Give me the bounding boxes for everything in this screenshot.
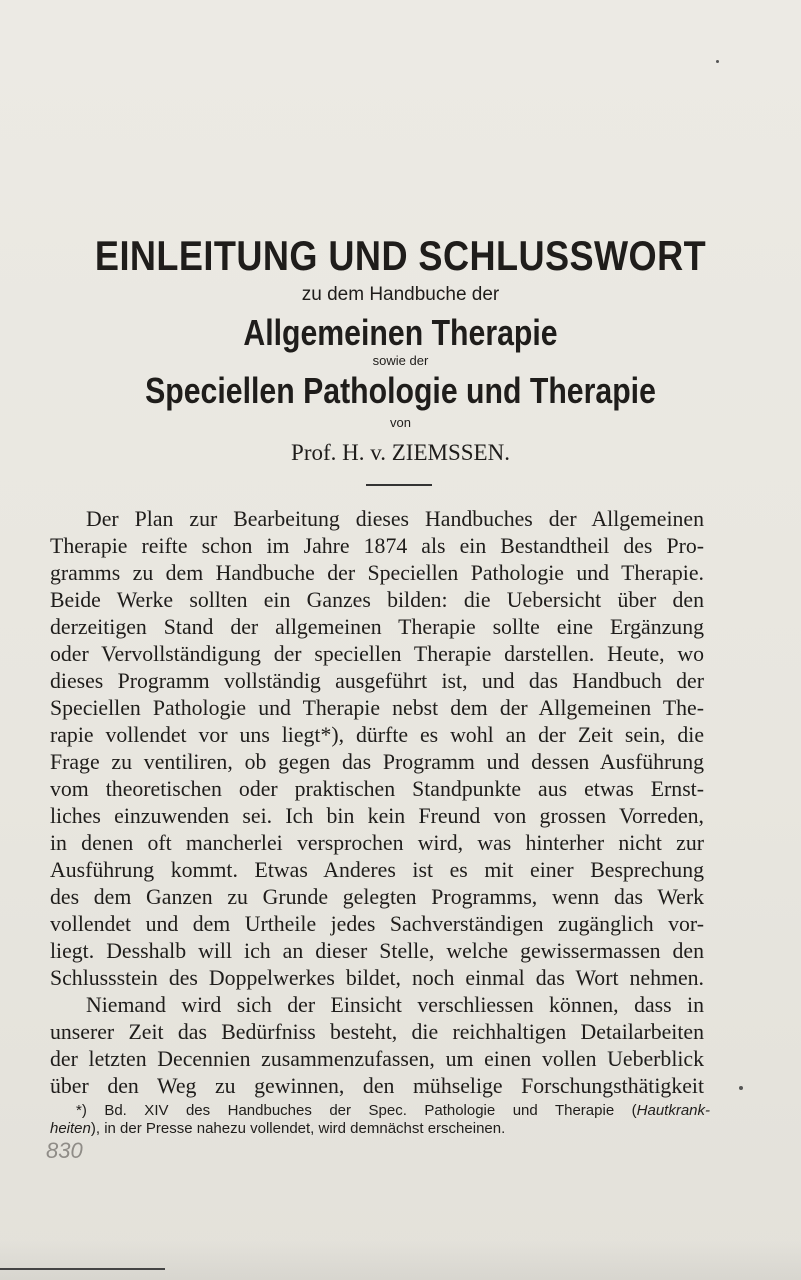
paper-speck (739, 1086, 743, 1090)
body-line: Schlussstein des Doppelwerkes bildet, noch einmal das Wort nehmen. (50, 966, 704, 990)
body-line: Therapie reifte schon im Jahre 1874 als ein Bestandtheil des Pro- (50, 534, 704, 558)
body-line: gramms zu dem Handbuche der Speciellen Pathologie und Therapie. (50, 561, 704, 585)
body-line: liches einzuwenden sei. Ich bin kein Freund von grossen Vorreden, (50, 804, 704, 828)
body-line: vollendet und dem Urtheile jedes Sachverständigen zugänglich vor- (50, 912, 704, 936)
body-line: Niemand wird sich der Einsicht verschliessen können, dass in (86, 993, 704, 1017)
body-line: derzeitigen Stand der allgemeinen Therapie sollte eine Ergänzung (50, 615, 704, 639)
subtitle-line-3: von (390, 415, 411, 430)
subtitle-line-1: zu dem Handbuche der (301, 284, 500, 305)
page-shadow (0, 1240, 801, 1280)
footnote-text: ), in der Presse nahezu vollendet, wird demnächst erscheinen. (90, 1120, 506, 1137)
footnote-line-1 (76, 1102, 710, 1120)
body-line: des dem Ganzen zu Grunde gelegten Programms, wenn das Werk (50, 885, 704, 909)
paper-speck (716, 60, 719, 63)
body-line: oder Vervollständigung der speciellen Therapie darstellen. Heute, wo (50, 642, 704, 666)
body-line: liegt. Desshalb will ich an dieser Stelle, welche gewissermassen den (50, 939, 704, 963)
body-line: vom theoretischen oder praktischen Standpunkte aus etwas Ernst- (50, 777, 704, 801)
body-line: in denen oft mancherlei versprochen wird, was hinterher nicht zur (50, 831, 704, 855)
footnote-italic: Hautkrank- (636, 1102, 710, 1119)
footnote-text: *) Bd. XIV des Handbuches der Spec. Pathologie und Therapie ( (76, 1102, 637, 1119)
footnote-line-2 (50, 1120, 710, 1138)
heading-specielle-pathologie: Speciellen Pathologie und Therapie (145, 370, 656, 411)
page-title: EINLEITUNG UND SCHLUSSWORT (94, 232, 707, 279)
body-line: Speciellen Pathologie und Therapie nebst dem der Allgemeinen The- (50, 696, 704, 720)
body-line: Ausführung kommt. Etwas Anderes ist es mit einer Besprechung (50, 858, 704, 882)
heading-allgemeine-therapie: Allgemeinen Therapie (243, 312, 558, 353)
body-line: über den Weg zu gewinnen, den mühselige Forschungsthätigkeit (50, 1074, 704, 1098)
body-line: Frage zu ventiliren, ob gegen das Programm und dessen Ausführung (50, 750, 704, 774)
page-edge-line (0, 1268, 165, 1270)
body-line: rapie vollendet vor uns liegt*), dürfte es wohl an der Zeit sein, die (50, 723, 704, 747)
body-line: Beide Werke sollten ein Ganzes bilden: die Uebersicht über den (50, 588, 704, 612)
author-line: Prof. H. v. ZIEMSSEN. (291, 440, 510, 465)
footnote-italic: heiten (50, 1120, 91, 1137)
page-number: 830 (46, 1138, 83, 1163)
body-line: dieses Programm vollständig ausgeführt ist, und das Handbuch der (50, 669, 704, 693)
subtitle-line-2: sowie der (372, 353, 429, 368)
body-line: der letzten Decennien zusammenzufassen, um einen vollen Ueberblick (50, 1047, 704, 1071)
body-line: unserer Zeit das Bedürfniss besteht, die reichhaltigen Detailarbeiten (50, 1020, 704, 1044)
body-line: Der Plan zur Bearbeitung dieses Handbuches der Allgemeinen (86, 507, 704, 531)
separator-rule (366, 484, 432, 486)
